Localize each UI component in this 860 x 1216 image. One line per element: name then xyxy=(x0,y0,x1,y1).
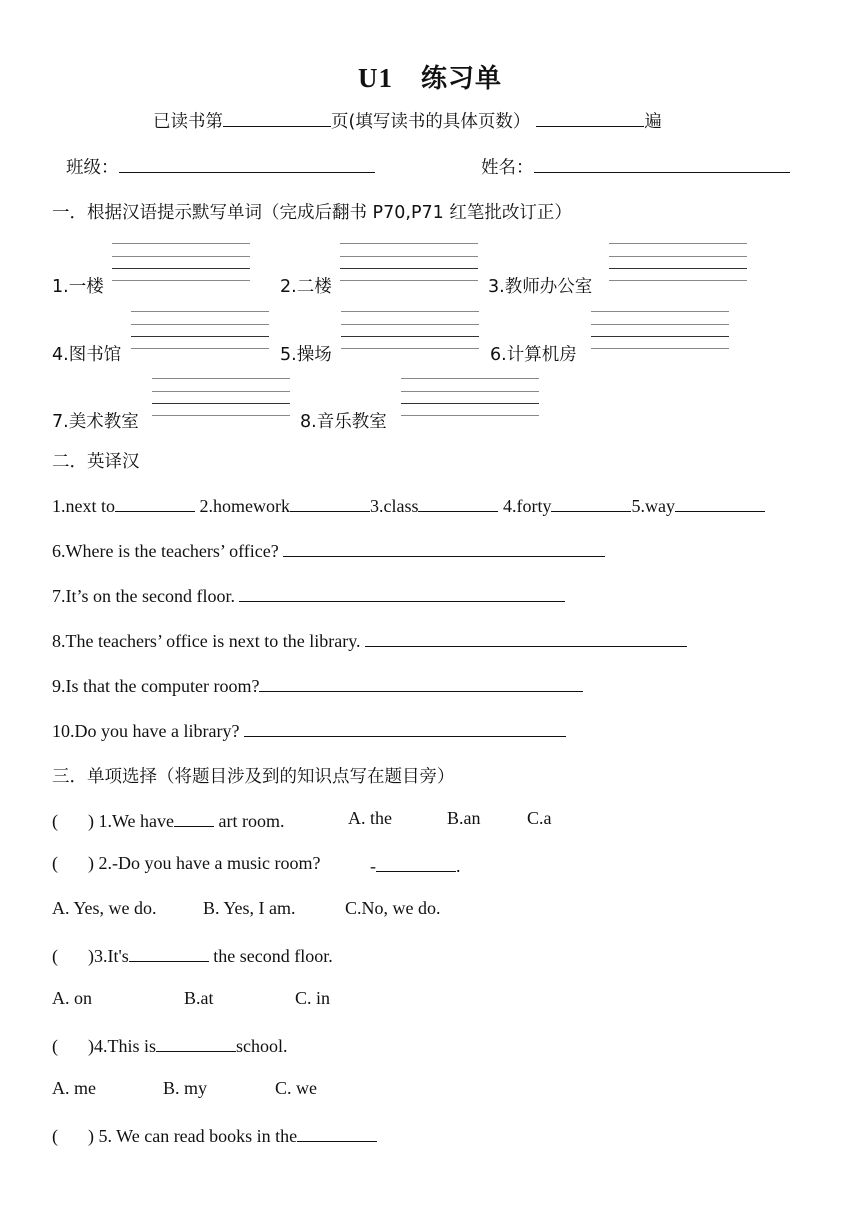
section3-heading: 三．单项选择（将题目涉及到的知识点写在题目旁） xyxy=(52,767,455,787)
sentence-10-text: 10.Do you have a library? xyxy=(52,721,240,741)
q4-option-c[interactable]: C. we xyxy=(275,1078,317,1098)
item-7-label: 7.美术教室 xyxy=(52,412,139,432)
q2-option-c[interactable]: C.No, we do. xyxy=(345,898,441,918)
section2-heading: 二．英译汉 xyxy=(52,452,140,472)
sentence-9-blank[interactable] xyxy=(259,673,583,692)
q3-option-b[interactable]: B.at xyxy=(184,988,214,1008)
q4-blank[interactable] xyxy=(156,1033,236,1052)
sentence-9 xyxy=(52,673,583,697)
word-3: 3.class xyxy=(369,496,419,516)
q2-stem-a: 2.-Do you have a music room? xyxy=(98,853,321,873)
item-2-label: 2.二楼 xyxy=(280,277,332,297)
q3-paren-close: ) xyxy=(88,946,94,966)
class-label: 班级： xyxy=(66,158,119,178)
q4-stem-a: 4.This is xyxy=(94,1036,157,1056)
item-6-label: 6.计算机房 xyxy=(490,345,577,365)
q3-blank[interactable] xyxy=(129,943,209,962)
q4-option-a[interactable]: A. me xyxy=(52,1078,96,1098)
word-5-blank[interactable] xyxy=(675,493,765,512)
q5-paren-close: ) xyxy=(88,1126,94,1146)
sentence-9-text: 9.Is that the computer room? xyxy=(52,676,260,696)
question-1 xyxy=(52,808,285,832)
q1-paren-open: ( xyxy=(52,811,58,831)
item-4-label: 4.图书馆 xyxy=(52,345,122,365)
q2-blank[interactable] xyxy=(376,853,456,872)
reading-suffix: 遍 xyxy=(644,112,662,132)
q3-stem-b: the second floor. xyxy=(213,946,333,966)
class-blank[interactable] xyxy=(119,154,375,173)
q2-reply xyxy=(370,853,461,877)
item-5-label: 5.操场 xyxy=(280,345,332,365)
word-4: 4.forty xyxy=(502,496,552,516)
word-1: 1.next to xyxy=(52,496,115,516)
word-2: 2.homework xyxy=(199,496,290,516)
sentence-8-text: 8.The teachers’ office is next to the library. xyxy=(52,631,361,651)
word-translation-row xyxy=(52,493,765,517)
q4-stem-b: school. xyxy=(236,1036,288,1056)
sentence-7 xyxy=(52,583,565,607)
sentence-10-blank[interactable] xyxy=(244,718,566,737)
q4-paren-open: ( xyxy=(52,1036,58,1056)
q2-paren-close: ) xyxy=(88,853,94,873)
sentence-10 xyxy=(52,718,566,742)
q3-option-a[interactable]: A. on xyxy=(52,988,92,1008)
sentence-6-blank[interactable] xyxy=(283,538,605,557)
title-unit: U1 xyxy=(357,63,393,93)
q2-period: . xyxy=(456,856,461,876)
sentence-7-blank[interactable] xyxy=(239,583,565,602)
q1-blank[interactable] xyxy=(174,808,214,827)
q4-paren-close: ) xyxy=(88,1036,94,1056)
reading-prefix: 已读书第 xyxy=(153,112,223,132)
sentence-8-blank[interactable] xyxy=(365,628,687,647)
word-3-blank[interactable] xyxy=(418,493,498,512)
title-text: 练习单 xyxy=(420,64,502,94)
page-title xyxy=(0,58,860,95)
pages-blank[interactable] xyxy=(223,108,331,127)
question-2 xyxy=(52,853,320,874)
sentence-6-text: 6.Where is the teachers’ office? xyxy=(52,541,279,561)
question-3 xyxy=(52,943,333,967)
question-4 xyxy=(52,1033,288,1057)
reading-record-line xyxy=(153,108,662,133)
word-1-blank[interactable] xyxy=(115,493,195,512)
q2-option-b[interactable]: B. Yes, I am. xyxy=(203,898,296,918)
q4-option-b[interactable]: B. my xyxy=(163,1078,208,1098)
q5-stem-a: 5. We can read books in the xyxy=(98,1126,298,1146)
sentence-7-text: 7.It’s on the second floor. xyxy=(52,586,235,606)
question-5 xyxy=(52,1123,377,1147)
q1-option-a[interactable]: A. the xyxy=(348,808,392,828)
name-field xyxy=(481,154,790,179)
q2-paren-open: ( xyxy=(52,853,58,873)
q2-option-a[interactable]: A. Yes, we do. xyxy=(52,898,157,918)
q1-stem-a: 1.We have xyxy=(98,811,175,831)
item-1-label: 1.一楼 xyxy=(52,277,104,297)
sentence-6 xyxy=(52,538,605,562)
q3-option-c[interactable]: C. in xyxy=(295,988,331,1008)
q3-paren-open: ( xyxy=(52,946,58,966)
name-blank[interactable] xyxy=(534,154,790,173)
q5-blank[interactable] xyxy=(297,1123,377,1142)
name-label: 姓名： xyxy=(481,158,534,178)
q1-paren-close: ) xyxy=(88,811,94,831)
item-8-label: 8.音乐教室 xyxy=(300,412,387,432)
q1-stem-b: art room. xyxy=(218,811,285,831)
sentence-8 xyxy=(52,628,687,652)
q1-option-c[interactable]: C.a xyxy=(527,808,552,828)
q2-dash: - xyxy=(370,856,376,876)
word-4-blank[interactable] xyxy=(551,493,631,512)
q3-stem-a: 3.It's xyxy=(94,946,129,966)
word-2-blank[interactable] xyxy=(290,493,370,512)
section1-heading: 一．根据汉语提示默写单词（完成后翻书 P70,P71 红笔批改订正） xyxy=(52,203,572,223)
reading-mid: 页(填写读书的具体页数） xyxy=(331,112,531,132)
item-3-label: 3.教师办公室 xyxy=(488,277,593,297)
times-blank[interactable] xyxy=(536,108,644,127)
word-5: 5.way xyxy=(631,496,675,516)
q1-option-b[interactable]: B.an xyxy=(447,808,481,828)
class-field xyxy=(66,154,375,179)
q5-paren-open: ( xyxy=(52,1126,58,1146)
